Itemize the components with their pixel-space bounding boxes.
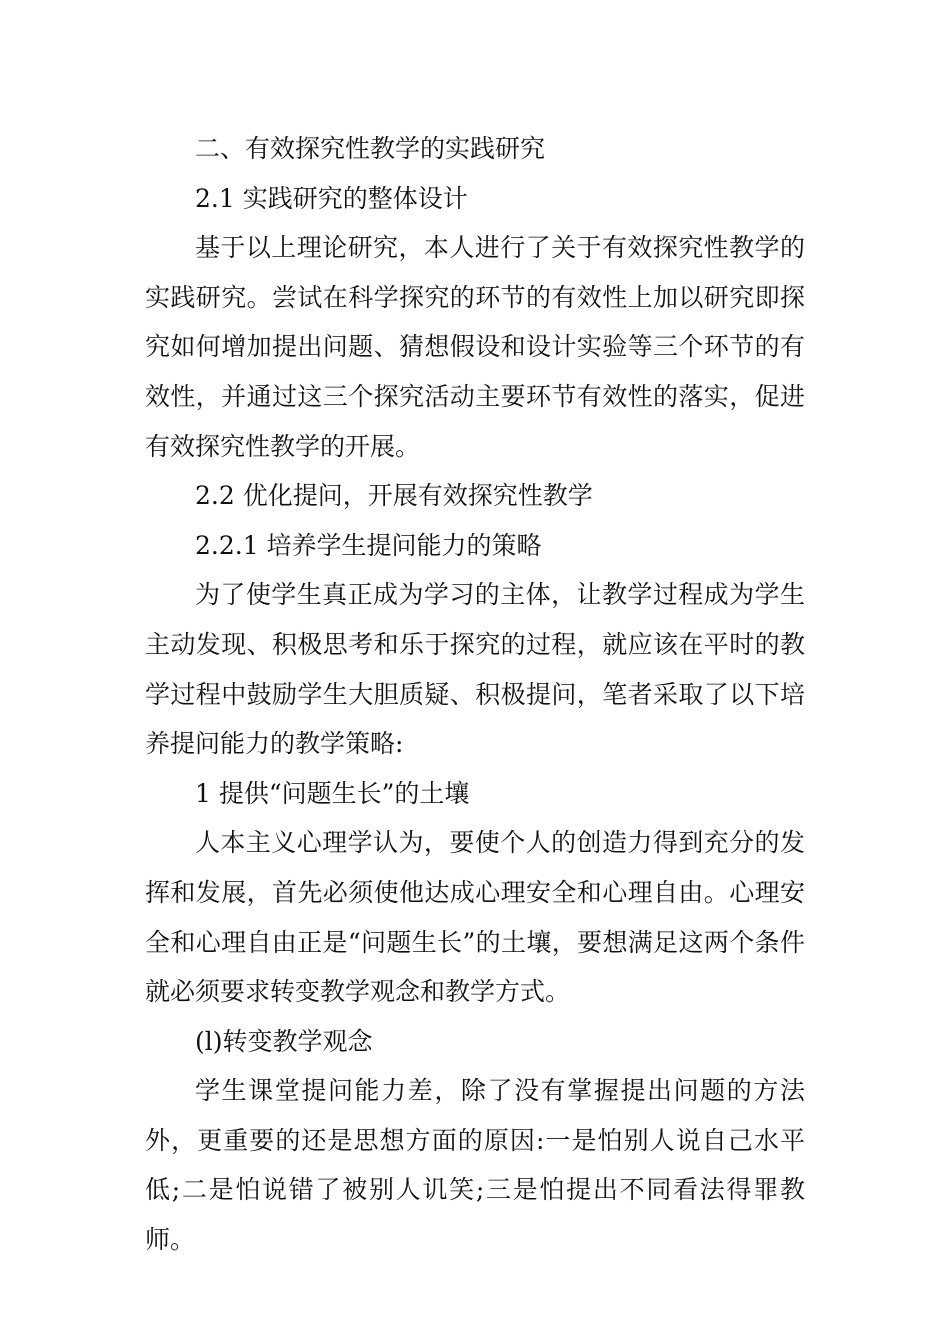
section-2-heading: 二、有效探究性教学的实践研究 [195, 134, 546, 163]
body-paragraph: 基于以上理论研究，本人进行了关于有效探究性教学的实践研究。尝试在科学探究的环节的有效性上加以研究即探究如何增加提出问题、猜想假设和设计实验等三个环节的有效性，并通过这三个探究活动主要环节有效性的落实，促进有效探究性教学的开展。 [145, 233, 805, 461]
section-2-2-heading: 2.2 优化提问，开展有效探究性教学 [195, 481, 593, 511]
section-2-2-1-heading: 2.2.1 培养学生提问能力的策略 [195, 530, 542, 560]
body-paragraph: 学生课堂提问能力差，除了没有掌握提出问题的方法外，更重要的还是思想方面的原因:一是怕别人说自己水平低;二是怕说错了被别人讥笑;三是怕提出不同看法得罪教师。 [145, 1076, 805, 1255]
item-1-heading: 1 提供“问题生长”的土壤 [195, 778, 470, 808]
body-paragraph: 人本主义心理学认为，要使个人的创造力得到充分的发挥和发展，首先必须使他达成心理安全和心理自由。心理安全和心理自由正是“问题生长”的土壤，要想满足这两个条件就必须要求转变教学观念和教学方式。 [145, 828, 805, 1007]
body-paragraph: 为了使学生真正成为学习的主体，让教学过程成为学生主动发现、积极思考和乐于探究的过程，就应该在平时的教学过程中鼓励学生大胆质疑、积极提问，笔者采取了以下培养提问能力的教学策略: [145, 580, 805, 759]
section-2-1-heading: 2.1 实践研究的整体设计 [195, 183, 468, 213]
item-l-heading: (l)转变教学观念 [195, 1026, 373, 1056]
document-body [145, 124, 805, 1265]
